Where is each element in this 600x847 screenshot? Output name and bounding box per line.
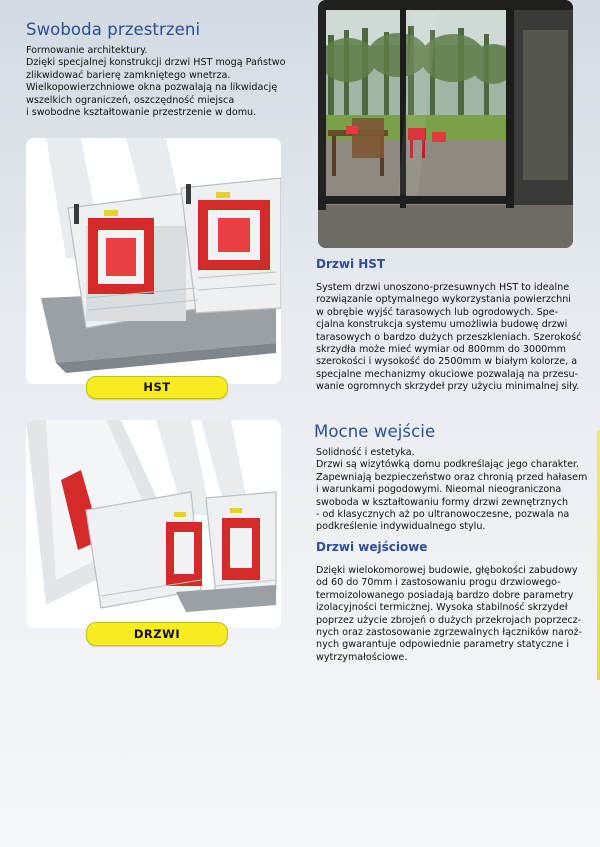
text-line: specjalne mechanizmy okuciowe pozwalają na przesu- <box>316 368 579 380</box>
text-line: rozwiązanie optymalnego wykorzystania powierzchni <box>316 294 571 306</box>
text-line: izolacyjności termicznej. Wysoka stabilność skrzydeł <box>316 602 568 614</box>
text-line: System drzwi unoszono-przesuwnych HST to idealne <box>316 282 570 293</box>
sliding-door-photo <box>318 0 573 248</box>
text-line: nych gwarantuje odpowiednie parametry statyczne i <box>316 639 570 651</box>
text-line: wszelkich ograniczeń, oszczędność miejsca <box>26 94 235 106</box>
text-line: Wielkopowierzchniowe okna pozwalają na likwidację <box>26 82 278 94</box>
drzwi-hst-paragraph <box>316 282 581 394</box>
text-line: Dzięki wielokomorowej budowie, głębokości zabudowy <box>316 565 578 576</box>
section-title-drzwi-hst: Drzwi HST <box>316 257 386 271</box>
text-line: zlikwidować barierę zamkniętego wnetrza. <box>26 69 231 81</box>
section-title-swoboda: Swoboda przestrzeni <box>26 20 201 39</box>
text-line: skrzydła może mieć wymiar od 800mm do 3000mm <box>316 344 566 356</box>
text-line: i warunkami pogodowymi. Nieomal nieograniczona <box>316 484 562 496</box>
text-line: podkreślenie indywidualnego stylu. <box>316 521 486 533</box>
text-line: tarasowych o bardzo dużych przeszkleniach. Szerokość <box>316 331 582 343</box>
hst-profile-card <box>26 138 281 384</box>
section-title-mocne-wejscie: Mocne wejście <box>314 422 436 441</box>
text-line: cjalna konstrukcja systemu umożliwia budowę drzwi <box>316 319 568 331</box>
text-line: Drzwi są wizytówką domu podkreślając jego charakter. <box>316 459 580 471</box>
text-line: poprzez użycie zbrojeń o dużych przekrojach poprzecz- <box>316 614 582 626</box>
text-line: wytrzymałościowe. <box>316 651 408 663</box>
drzwi-wejsciowe-paragraph <box>316 565 582 664</box>
swoboda-paragraph <box>26 45 285 119</box>
text-line: nych oraz zastosowanie zgrzewalnych łączników naroż- <box>316 627 583 639</box>
drzwi-profile-card <box>26 420 281 628</box>
text-line: Dzięki specjalnej konstrukcji drzwi HST mogą Państwo <box>26 57 286 69</box>
text-line: wanie ogromnych skrzydeł przy użyciu minimalnej siły. <box>316 381 580 393</box>
text-line: Zapewniają bezpieczeństwo oraz chronią przed hałasem <box>316 471 588 483</box>
text-line: - od klasycznych aż po ultranowoczesne, pozwala na <box>316 509 570 521</box>
text-line: w obrębie wyjść tarasowych lub ogrodowych. Spe- <box>316 306 559 318</box>
text-line: od 60 do 70mm i zastosowaniu progu drzwiowego- <box>316 577 561 589</box>
drzwi-label-badge: DRZWI <box>86 622 228 646</box>
text-line: termoizolowanego posiadają bardzo dobre parametry <box>316 589 574 601</box>
drzwi-profile-illustration <box>26 420 281 628</box>
text-line: Formowanie architektury. <box>26 45 148 56</box>
section-title-drzwi-wejsciowe: Drzwi wejściowe <box>316 540 428 554</box>
text-line: i swobodne kształtowanie przestrzenie w domu. <box>26 107 257 119</box>
hst-profile-illustration <box>26 138 281 384</box>
text-line: szerokości i wysokość do 2500mm w białym kolorze, a <box>316 356 578 368</box>
sliding-door-illustration <box>318 0 573 248</box>
text-line: swoboda w kształtowaniu formy drzwi zewnętrznych <box>316 496 569 508</box>
mocne-wejscie-paragraph <box>316 447 587 534</box>
text-line: Solidność i estetyka. <box>316 447 415 458</box>
hst-label-badge: HST <box>86 376 228 399</box>
